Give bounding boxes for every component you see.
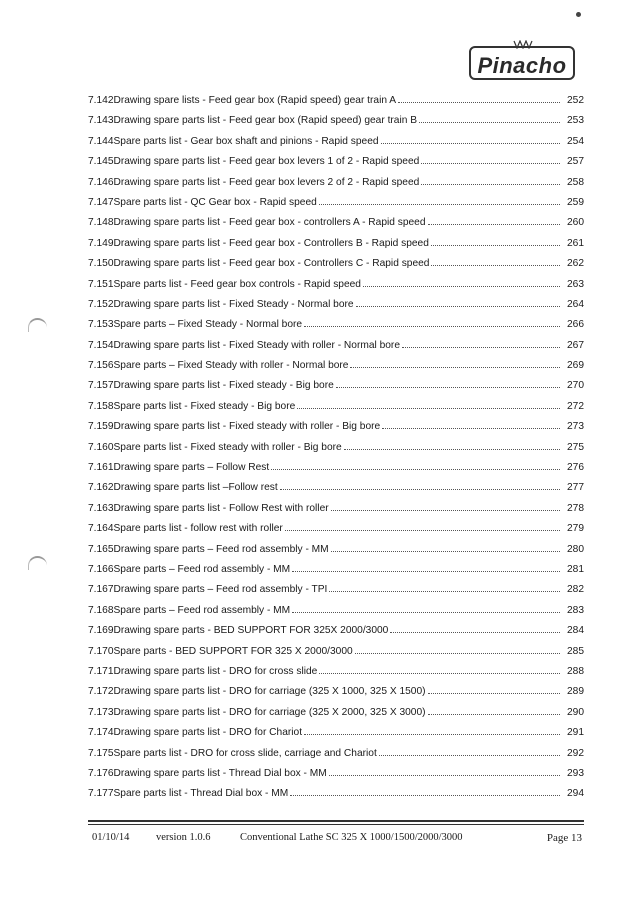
toc-entry-title: Drawing spare parts list - Feed gear box levers 2 of 2 - Rapid speed: [113, 176, 420, 188]
toc-dot-leader: [431, 264, 560, 266]
toc-entry-number: 7.153: [88, 319, 114, 331]
toc-dot-leader: [331, 509, 560, 511]
toc-dot-leader: [304, 325, 560, 327]
toc-entry-page: 272: [567, 400, 584, 412]
table-of-contents: [88, 91, 584, 805]
toc-entry-title: Drawing spare parts list - Feed gear box levers 1 of 2 - Rapid speed: [113, 156, 420, 168]
toc-dot-leader: [290, 794, 560, 796]
toc-entry-number: 7.166: [88, 563, 114, 575]
toc-entry-title: Drawing spare lists - Feed gear box (Rapid speed) gear train A: [113, 95, 397, 106]
toc-dot-leader: [297, 407, 560, 409]
toc-entry-page: 289: [567, 686, 584, 698]
pinacho-logo: [469, 40, 579, 84]
toc-entry-page: 294: [567, 788, 584, 800]
toc-entry[interactable]: [88, 315, 584, 335]
toc-entry-title: Spare parts list - Fixed steady with roller - Big bore: [113, 441, 342, 453]
footer-document-title: Conventional Lathe SC 325 X 1000/1500/2000/3000: [240, 832, 463, 843]
toc-entry[interactable]: [88, 723, 584, 743]
toc-entry-page: 292: [567, 747, 584, 759]
toc-entry-title: Spare parts list - Fixed steady - Big bore: [113, 400, 296, 412]
toc-dot-leader: [421, 162, 560, 164]
toc-dot-leader: [356, 305, 560, 307]
toc-dot-leader: [398, 101, 560, 103]
toc-entry-title: Drawing spare parts list - Fixed steady with roller - Big bore: [113, 421, 381, 433]
toc-entry[interactable]: [88, 784, 584, 804]
toc-entry[interactable]: [88, 519, 584, 539]
toc-entry-page: 276: [567, 462, 584, 474]
toc-entry-page: 281: [567, 563, 584, 575]
toc-entry-number: 7.164: [88, 523, 114, 535]
toc-entry[interactable]: [88, 376, 584, 396]
toc-entry-title: Drawing spare parts list - Fixed steady - Big bore: [113, 380, 334, 392]
toc-entry-title: Drawing spare parts list - Thread Dial box - MM: [113, 767, 327, 779]
toc-dot-leader: [331, 550, 560, 552]
toc-dot-leader: [390, 631, 560, 633]
toc-entry-title: Drawing spare parts list - Feed gear box - Controllers B - Rapid speed: [113, 237, 429, 249]
toc-entry-title: Spare parts list - QC Gear box - Rapid speed: [113, 196, 317, 208]
toc-entry[interactable]: [88, 152, 584, 172]
toc-dot-leader: [329, 590, 560, 592]
toc-entry-title: Spare parts – Feed rod assembly - MM: [113, 563, 291, 575]
toc-entry-number: 7.174: [88, 727, 114, 739]
toc-entry-number: 7.147: [88, 196, 114, 208]
toc-entry[interactable]: [88, 744, 584, 764]
footer-page-number: Page 13: [546, 832, 582, 844]
toc-dot-leader: [428, 692, 561, 694]
toc-dot-leader: [431, 244, 560, 246]
toc-entry-page: 291: [567, 727, 584, 739]
toc-entry-title: Spare parts list - Feed gear box controls - Rapid speed: [113, 278, 361, 290]
toc-entry-title: Drawing spare parts list - Feed gear box - Controllers C - Rapid speed: [113, 258, 430, 270]
toc-entry[interactable]: [88, 173, 584, 193]
toc-entry[interactable]: [88, 478, 584, 498]
toc-entry-number: 7.167: [88, 584, 114, 596]
footer-rule-thin: [88, 824, 584, 825]
toc-entry-number: 7.173: [88, 706, 114, 718]
toc-entry-page: 263: [567, 278, 584, 290]
logo-brand-text: Pinacho: [477, 53, 567, 78]
toc-entry-page: 280: [567, 543, 584, 555]
toc-dot-leader: [292, 570, 560, 572]
toc-entry[interactable]: [88, 91, 584, 111]
toc-entry-page: 279: [567, 523, 584, 535]
toc-dot-leader: [344, 448, 560, 450]
toc-entry[interactable]: [88, 764, 584, 784]
toc-entry-number: 7.149: [88, 237, 114, 249]
toc-dot-leader: [285, 529, 560, 531]
toc-entry-title: Drawing spare parts list - Follow Rest with roller: [113, 502, 329, 514]
toc-entry-title: Drawing spare parts – Feed rod assembly - MM: [113, 543, 329, 555]
toc-entry-title: Spare parts list - Thread Dial box - MM: [113, 788, 289, 800]
toc-dot-leader: [304, 733, 560, 735]
toc-entry-title: Drawing spare parts – Feed rod assembly - TPI: [113, 584, 328, 596]
toc-entry-number: 7.144: [88, 135, 114, 147]
toc-entry-title: Spare parts list - Gear box shaft and pinions - Rapid speed: [113, 135, 379, 147]
toc-entry-number: 7.163: [88, 502, 114, 514]
toc-entry[interactable]: [88, 601, 584, 621]
toc-entry-page: 278: [567, 502, 584, 514]
toc-entry-page: 275: [567, 441, 584, 453]
toc-dot-leader: [421, 183, 560, 185]
toc-entry-title: Drawing spare parts list - Fixed Steady with roller - Normal bore: [113, 339, 400, 351]
toc-dot-leader: [271, 468, 560, 470]
toc-entry-page: 261: [567, 237, 584, 249]
toc-entry[interactable]: [88, 275, 584, 295]
toc-dot-leader: [329, 774, 560, 776]
toc-entry-page: 285: [567, 645, 584, 657]
toc-entry-number: 7.171: [88, 665, 114, 677]
toc-dot-leader: [280, 488, 560, 490]
toc-entry-number: 7.161: [88, 462, 114, 474]
toc-entry-page: 260: [567, 217, 584, 229]
toc-entry[interactable]: [88, 580, 584, 600]
toc-entry-title: Drawing spare parts – Follow Rest: [113, 462, 270, 474]
toc-entry-number: 7.145: [88, 156, 114, 168]
toc-entry-page: 253: [567, 115, 584, 127]
toc-entry-number: 7.151: [88, 278, 114, 290]
toc-entry[interactable]: [88, 682, 584, 702]
toc-entry-title: Drawing spare parts list - Feed gear box (Rapid speed) gear train B: [113, 115, 418, 127]
toc-entry-number: 7.170: [88, 645, 114, 657]
footer-rule: [88, 820, 584, 822]
toc-entry[interactable]: [88, 254, 584, 274]
toc-entry-number: 7.158: [88, 400, 114, 412]
footer-version: version 1.0.6: [156, 832, 211, 843]
toc-entry-number: 7.168: [88, 604, 114, 616]
toc-entry-page: 257: [567, 156, 584, 168]
toc-entry[interactable]: [88, 336, 584, 356]
toc-entry-title: Drawing spare parts list - DRO for carriage (325 X 2000, 325 X 3000): [113, 706, 426, 718]
toc-entry-page: 293: [567, 767, 584, 779]
toc-entry-page: 266: [567, 319, 584, 331]
toc-entry-title: Spare parts – Fixed Steady with roller - Normal bore: [113, 360, 349, 372]
toc-entry[interactable]: [88, 111, 584, 131]
toc-entry-title: Spare parts list - DRO for cross slide, carriage and Chariot: [113, 747, 377, 759]
toc-entry-title: Spare parts list - follow rest with roller: [113, 523, 283, 535]
toc-dot-leader: [402, 346, 560, 348]
toc-entry-page: 254: [567, 135, 584, 147]
toc-entry-number: 7.143: [88, 115, 114, 127]
page-footer: [92, 832, 582, 848]
toc-entry-title: Drawing spare parts list - Fixed Steady - Normal bore: [113, 298, 354, 310]
toc-dot-leader: [419, 121, 560, 123]
toc-entry-number: 7.162: [88, 482, 114, 494]
toc-entry-number: 7.150: [88, 258, 114, 270]
toc-entry-page: 252: [567, 95, 584, 106]
toc-entry-number: 7.176: [88, 767, 114, 779]
toc-entry-title: Drawing spare parts list - Feed gear box - controllers A - Rapid speed: [113, 217, 426, 229]
toc-entry-title: Spare parts – Feed rod assembly - MM: [113, 604, 291, 616]
toc-dot-leader: [350, 366, 560, 368]
punch-hole-mark: [28, 318, 47, 332]
scan-speck: [576, 12, 581, 17]
toc-entry[interactable]: [88, 295, 584, 315]
toc-entry[interactable]: [88, 193, 584, 213]
toc-entry[interactable]: [88, 458, 584, 478]
toc-entry-number: 7.142: [88, 95, 114, 106]
toc-entry-number: 7.159: [88, 421, 114, 433]
toc-entry-page: 288: [567, 665, 584, 677]
toc-entry-title: Drawing spare parts list –Follow rest: [113, 482, 278, 494]
toc-entry-number: 7.152: [88, 298, 114, 310]
toc-entry-page: 283: [567, 604, 584, 616]
toc-entry-title: Drawing spare parts - BED SUPPORT FOR 325X 2000/3000: [113, 625, 389, 637]
toc-entry[interactable]: [88, 234, 584, 254]
toc-entry[interactable]: [88, 499, 584, 519]
toc-entry-page: 277: [567, 482, 584, 494]
toc-dot-leader: [382, 427, 560, 429]
toc-entry-page: 258: [567, 176, 584, 188]
toc-entry-number: 7.154: [88, 339, 114, 351]
toc-entry-number: 7.169: [88, 625, 114, 637]
toc-entry[interactable]: [88, 356, 584, 376]
toc-entry[interactable]: [88, 397, 584, 417]
toc-entry-number: 7.172: [88, 686, 114, 698]
toc-entry-page: 262: [567, 258, 584, 270]
toc-entry-page: 290: [567, 706, 584, 718]
toc-entry[interactable]: [88, 621, 584, 641]
toc-dot-leader: [355, 652, 560, 654]
toc-dot-leader: [381, 142, 560, 144]
toc-entry-page: 284: [567, 625, 584, 637]
toc-entry-number: 7.177: [88, 788, 114, 800]
toc-entry-page: 269: [567, 360, 584, 372]
toc-entry[interactable]: [88, 213, 584, 233]
toc-entry-number: 7.157: [88, 380, 114, 392]
punch-hole-mark: [28, 556, 47, 570]
toc-entry-number: 7.175: [88, 747, 114, 759]
toc-entry-title: Drawing spare parts list - DRO for carriage (325 X 1000, 325 X 1500): [113, 686, 426, 698]
toc-entry-number: 7.156: [88, 360, 114, 372]
toc-dot-leader: [292, 611, 560, 613]
toc-entry-title: Drawing spare parts list - DRO for cross slide: [113, 665, 318, 677]
toc-dot-leader: [319, 203, 560, 205]
toc-entry[interactable]: [88, 662, 584, 682]
toc-dot-leader: [379, 754, 560, 756]
footer-date: 01/10/14: [92, 832, 130, 843]
toc-entry-number: 7.148: [88, 217, 114, 229]
toc-entry-page: 270: [567, 380, 584, 392]
toc-entry-number: 7.165: [88, 543, 114, 555]
toc-entry-title: Drawing spare parts list - DRO for Chariot: [113, 727, 303, 739]
toc-entry[interactable]: [88, 417, 584, 437]
toc-entry[interactable]: [88, 703, 584, 723]
toc-dot-leader: [428, 713, 561, 715]
toc-entry[interactable]: [88, 642, 584, 662]
toc-dot-leader: [336, 386, 560, 388]
toc-entry[interactable]: [88, 560, 584, 580]
toc-entry-page: 267: [567, 339, 584, 351]
toc-dot-leader: [428, 223, 561, 225]
toc-entry-number: 7.160: [88, 441, 114, 453]
toc-entry[interactable]: [88, 132, 584, 152]
toc-entry-title: Spare parts – Fixed Steady - Normal bore: [113, 319, 303, 331]
toc-dot-leader: [319, 672, 560, 674]
toc-entry[interactable]: [88, 438, 584, 458]
toc-entry-page: 264: [567, 298, 584, 310]
toc-entry-page: 282: [567, 584, 584, 596]
toc-entry-number: 7.146: [88, 176, 114, 188]
toc-dot-leader: [363, 285, 560, 287]
toc-entry[interactable]: [88, 540, 584, 560]
toc-entry-page: 259: [567, 196, 584, 208]
toc-entry-title: Spare parts - BED SUPPORT FOR 325 X 2000/3000: [113, 645, 353, 657]
toc-entry-page: 273: [567, 421, 584, 433]
